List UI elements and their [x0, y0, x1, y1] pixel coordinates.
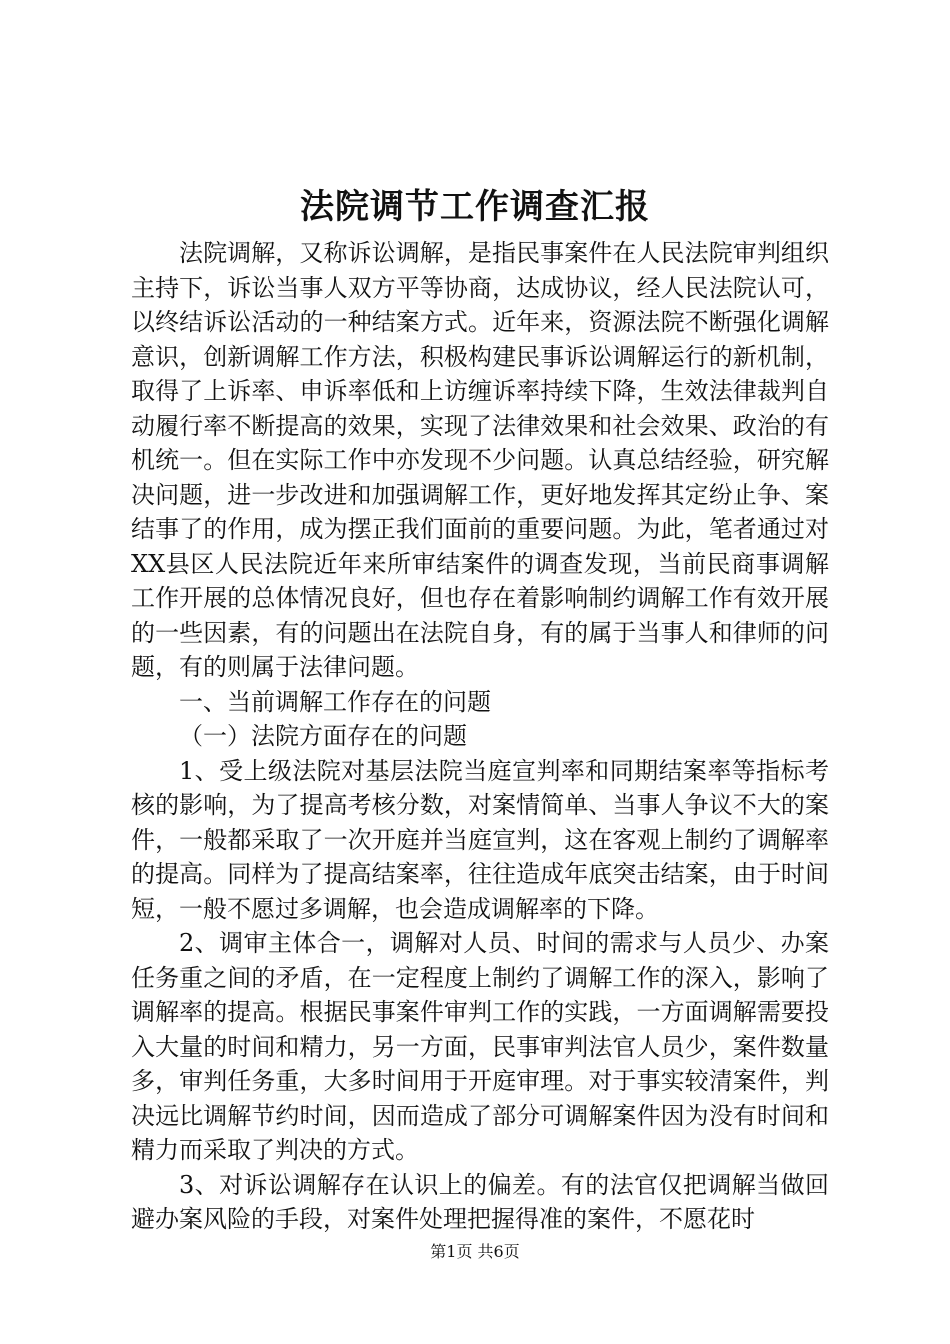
paragraph-point-2: 2、调审主体合一，调解对人员、时间的需求与人员少、办案任务重之间的矛盾，在一定程度上制约了调解工作的深入，影响了调解率的提高。根据民事案件审判工作的实践，一方面调解需要投入大量的时间和精力，另一方面，民事审判法官人员少，案件数量多，审判任务重，大多时间用于开庭审理。对于事实较清案件，判决远比调解节约时间，因而造成了部分可调解案件因为没有时间和精力而采取了判决的方式。: [131, 929, 829, 1164]
paragraph-point-3: 3、对诉讼调解存在认识上的偏差。有的法官仅把调解当做回避办案风险的手段，对案件处理把握得准的案件，不愿花时: [131, 1170, 829, 1233]
subsection-heading-1: （一）法院方面存在的问题: [179, 722, 467, 750]
section-heading-1: 一、当前调解工作存在的问题: [179, 687, 491, 716]
page-number-footer: 第1页 共6页: [430, 1242, 520, 1261]
document-title: 法院调节工作调查汇报: [300, 187, 650, 227]
document-body: [131, 236, 829, 1237]
paragraph-intro: 法院调解，又称诉讼调解，是指民事案件在人民法院审判组织主持下，诉讼当事人双方平等协商，达成协议，经人民法院认可，以终结诉讼活动的一种结案方式。近年来，资源法院不断强化调解意识，创新调解工作方法，积极构建民事诉讼调解运行的新机制，取得了上诉率、申诉率低和上访缠诉率持续下降，生效法律裁判自动履行率不断提高的效果，实现了法律效果和社会效果、政治的有机统一。但在实际工作中亦发现不少问题。认真总结经验，研究解决问题，进一步改进和加强调解工作，更好地发挥其定纷止争、案结事了的作用，成为摆正我们面前的重要问题。为此，笔者通过对XX县区人民法院近年来所审结案件的调查发现，当前民商事调解工作开展的总体情况良好，但也存在着影响制约调解工作有效开展的一些因素，有的问题出在法院自身，有的属于当事人和律师的问题，有的则属于法律问题。: [131, 239, 829, 681]
paragraph-point-1: 1、受上级法院对基层法院当庭宣判率和同期结案率等指标考核的影响，为了提高考核分数，对案情简单、当事人争议不大的案件，一般都采取了一次开庭并当庭宣判，这在客观上制约了调解率的提高。同样为了提高结案率，往往造成年底突击结案，由于时间短，一般不愿过多调解，也会造成调解率的下降。: [131, 756, 829, 923]
